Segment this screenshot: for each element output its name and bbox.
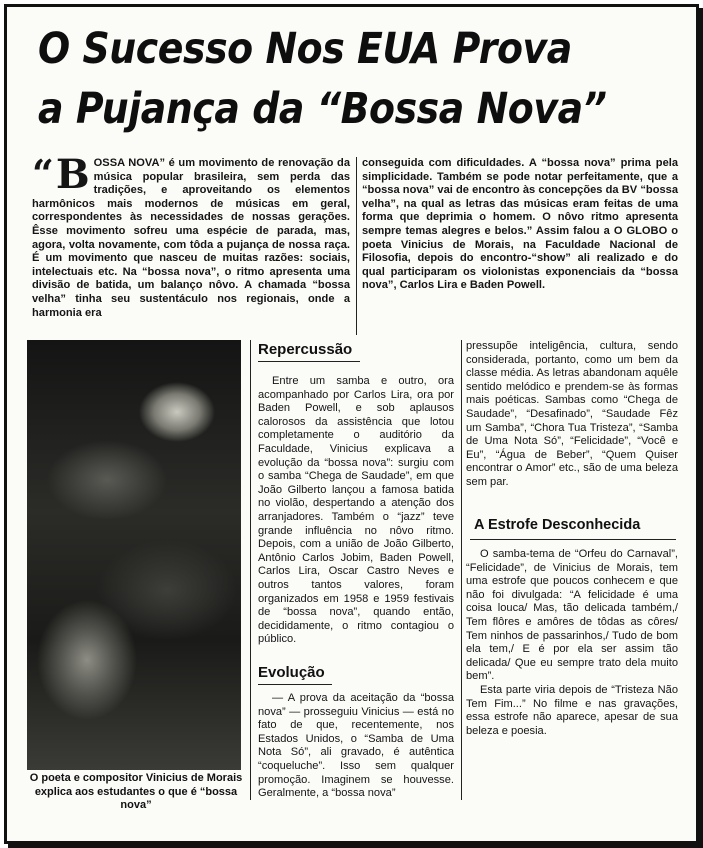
headline-line-1: O Sucesso Nos EUA Prova [38, 24, 572, 74]
column-rule-right [461, 340, 462, 800]
repercussao-text: Entre um samba e outro, ora acompanhado por Carlos Lira, ora por Baden Powell, e sob aplausos calorosos da assistência que lotou completamente o auditório da Faculdade, Vinicius explicava a evolução da “bossa nova”: surgiu com o samba “Chega de Saudade”, em que João Gilberto lançou a famosa batida no violão, despertando a atenção dos arranjadores. Também o “jazz” teve grande influência no nôvo ritmo. Depois, com a união de João Gilberto, Antônio Carlos Jobim, Baden Powell, Carlos Lira, Oscar Castro Neves e outros tantos valores, foram organizados em 1958 e 1959 festivais de “bossa nova”, quando então, decididamente, o ritmo contagiou o público. [258, 375, 454, 646]
estrofe-text [466, 548, 678, 738]
column-rule-intro [356, 157, 357, 335]
intro-right-column: conseguida com dificuldades. A “bossa nova” prima pela simplicidade. Também se pode notar perfeitamente, que a “bossa nova” vai de encontro às concepções da BV “bossa velha”, na qual as letras das músicas eram feitas de uma forma que deprimia o homem. O nôvo ritmo apresenta sempre temas alegres e belos.” Assim falou a O GLOBO o poeta Vinicius de Morais, na Faculdade Nacional de Filosofia, depois do encontro-“show” ali realizado e do qual participaram os violonistas exponenciais da “bossa nova”, Carlos Lira e Baden Powell. [362, 157, 678, 292]
opening-quote: “ [32, 151, 54, 196]
title-underline-evolucao [258, 684, 332, 685]
estrofe-paragraph-1: O samba-tema de “Orfeu do Carnaval”, “Felicidade”, de Vinicius de Morais, tem uma estrofe que poucos conhecem e que não foi divulgada: “A felicidade é uma coisa louca/ Mas, tão delicada também,/ Tem flôres e amôres de tôdas as côres/ Tem ninhos de passarinhos,/ Tudo de bom ela tem,/ E é por ela ser assim tão delicada/ Que eu sempre trato dela muito bem”. [466, 548, 678, 683]
intro-left-text: OSSA NOVA” é um movimento de renovação da música popular brasileira, sem perda das tradições, e aproveitando os elementos harmônicos mais modernos de músicas em geral, correspondentes às necessidades de nossas gerações. Êsse movimento sofreu uma espécie de parada, mas, agora, volta novamente, com tôda a pujança de nossa raça. É um movimento que nasceu de muitas razões: sociais, intelectuais etc. Na “bossa nova”, o ritmo apresenta uma divisão de batida, um balanço nôvo. A chamada “bossa velha” tinha seu sustentáculo nos regionais, onde a harmonia era [32, 157, 350, 319]
section-title-repercussao: Repercussão [258, 341, 353, 358]
photo-caption: O poeta e compositor Vinicius de Morais explica aos estudantes o que é “bossa nova” [29, 772, 243, 811]
estrofe-paragraph-2: Esta parte viria depois de “Tristeza Não Tem Fim...” No filme e nas gravações, essa estrofe não aparece, apesar de sua beleza e poesia. [466, 683, 678, 737]
section-title-estrofe: A Estrofe Desconhecida [474, 517, 641, 533]
section-title-evolucao: Evolução [258, 664, 325, 681]
headline-line-2: a Pujança da “Bossa Nova” [38, 84, 607, 134]
drop-cap: B [55, 151, 90, 198]
intro-left-column [32, 151, 350, 320]
evolucao-text: — A prova da aceitação da “bossa nova” — prosseguiu Vinicius — está no fato de que, recentemente, nos Estados Unidos, o “Samba de Uma Nota Só”, ali gravado, é autêntica “coqueluche”. Isso sem qualquer promoção. Imaginem se houvesse. Geralmente, a “bossa nova” [258, 692, 454, 800]
continuation-text: pressupõe inteligência, cultura, sendo considerada, portanto, como um bem da classe média. As letras abandonam aquêle sentido melódico e prendem-se às formas mais poéticas. Sambas como “Chega de Saudade”, “Desafinado”, “Saudade Fêz um Samba”, “Chora Tua Tristeza”, “Samba de Uma Nota Só”, “Felicidade”, “Você e Eu”, “Água de Beber”, “Quem Quiser encontrar o Amor” etc., são de uma beleza sem par. [466, 340, 678, 488]
column-rule-left [250, 340, 251, 800]
title-underline-estrofe [470, 539, 676, 540]
title-underline-repercussao [258, 361, 360, 362]
vinicius-photo [27, 340, 241, 770]
